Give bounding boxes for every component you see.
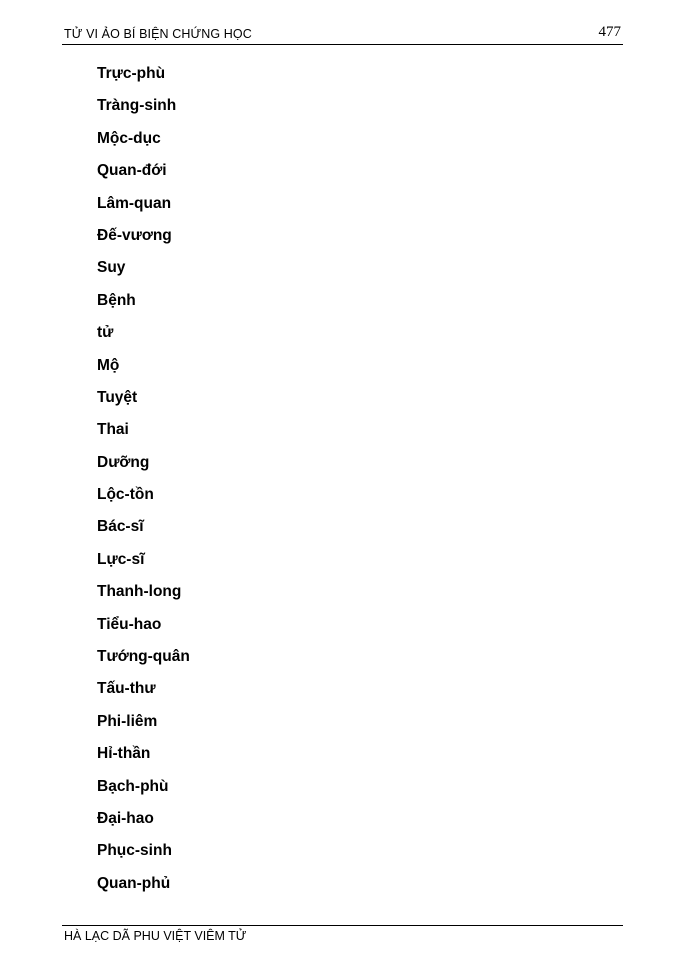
- header-title: TỬ VI ẢO BÍ BIỆN CHỨNG HỌC: [64, 27, 252, 41]
- page-header: [62, 24, 623, 45]
- list-item: Mộ: [97, 356, 120, 374]
- footer-text: HÀ LẠC DÃ PHU VIỆT VIÊM TỬ: [64, 929, 247, 943]
- list-item: Tràng-sinh: [97, 97, 177, 115]
- list-item: Bạch-phù: [97, 777, 169, 795]
- list-item: Bác-sĩ: [97, 518, 144, 536]
- list-item: Lâm-quan: [97, 194, 172, 212]
- list-item: Tấu-thư: [97, 680, 156, 698]
- list-item: Quan-đới: [97, 162, 167, 180]
- list-item: Bệnh: [97, 291, 136, 309]
- list-item: Lực-sĩ: [97, 550, 145, 568]
- list-item: Tiểu-hao: [97, 615, 162, 633]
- list-item: Mộc-dục: [97, 129, 161, 147]
- list-item: Phi-liêm: [97, 712, 158, 730]
- list-item: Thai: [97, 421, 129, 439]
- list-item: Tướng-quân: [97, 648, 190, 666]
- list-item: Tuyệt: [97, 388, 138, 406]
- list-item: Quan-phủ: [97, 874, 171, 892]
- list-item: Hỉ-thần: [97, 745, 151, 763]
- list-item: Suy: [97, 259, 126, 277]
- list-item: Lộc-tồn: [97, 486, 154, 504]
- list-item: tử: [97, 324, 114, 342]
- list-item: Đại-hao: [97, 809, 154, 827]
- list-item: Đế-vương: [97, 226, 172, 244]
- list-item: Phục-sinh: [97, 842, 172, 860]
- term-list: [97, 64, 190, 906]
- page-number: 477: [598, 24, 621, 40]
- list-item: Thanh-long: [97, 583, 182, 601]
- list-item: Trực-phù: [97, 65, 166, 82]
- page-footer: [62, 925, 623, 943]
- list-item: Dưỡng: [97, 453, 150, 471]
